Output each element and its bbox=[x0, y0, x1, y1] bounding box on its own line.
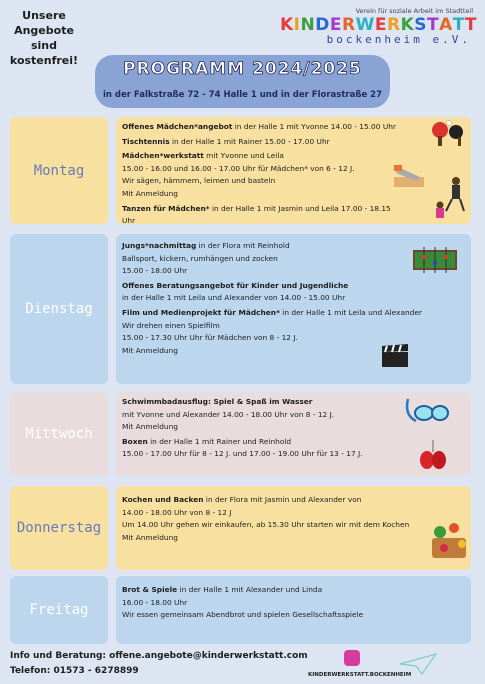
program-entry-line: in der Halle 1 mit Jasmin und Leila 17.00 - 18.15 Uhr bbox=[122, 203, 391, 226]
program-entry-line: Mit Anmeldung bbox=[122, 422, 178, 432]
program-entry-line: in der Halle 1 mit Rainer und Reinhold bbox=[147, 436, 292, 446]
program-entry-line: 16.00 - 18.00 Uhr bbox=[122, 597, 188, 607]
day-label-dienstag: Dienstag bbox=[10, 234, 108, 384]
program-entry-title: Boxen bbox=[122, 436, 148, 446]
program-entry bbox=[122, 584, 465, 622]
program-entry-title: Brot & Spiele bbox=[122, 585, 178, 594]
logo bbox=[280, 15, 477, 35]
program-entry bbox=[122, 436, 465, 461]
program-entry-title: Tanzen für Mädchen* bbox=[122, 203, 210, 213]
program-entry-title: Kochen und Backen bbox=[122, 495, 204, 504]
logo-subtitle: bockenheim e.V. bbox=[326, 33, 471, 46]
day-label-mittwoch: Mittwoch bbox=[10, 392, 108, 476]
instagram-icon[interactable] bbox=[344, 650, 360, 666]
program-entry bbox=[122, 280, 465, 305]
program-entry-line: 15.00 - 17.00 Uhr für 8 - 12 J. und 17.00 - 19.00 Uhr für 13 - 17 J. bbox=[122, 449, 363, 459]
program-entry-title: Mädchen*werkstatt bbox=[122, 151, 204, 161]
cooking-food-icon bbox=[426, 516, 470, 562]
program-entry-line: in der Halle 1 mit Leila und Alexander von 14.00 - 15.00 Uhr bbox=[122, 293, 346, 303]
page-title: PROGRAMM 2024/2025 bbox=[123, 59, 362, 79]
program-entry-line: Mit Anmeldung bbox=[122, 188, 178, 198]
program-entry-line: in der Halle 1 mit Rainer 15.00 - 17.00 Uhr bbox=[169, 136, 330, 146]
program-entry-line: 15.00 - 18.00 Uhr bbox=[122, 266, 188, 276]
day-label-freitag: Freitag bbox=[10, 576, 108, 644]
logo-tagline: Verein für soziale Arbeit im Stadtteil bbox=[355, 7, 473, 15]
program-entry-line: mit Yvonne und Leila bbox=[203, 151, 284, 161]
phone-number: Telefon: 01573 - 6278899 bbox=[10, 666, 139, 676]
program-entry-title: Offenes Mädchen*angebot bbox=[122, 122, 233, 131]
program-entry-title: Offenes Beratungsangebot für Kinder und Jugendliche bbox=[122, 280, 349, 290]
program-entry-line: 15.00 - 17.30 Uhr Uhr für Mädchen von 8 - 12 J. bbox=[122, 333, 298, 343]
saw-icon bbox=[392, 163, 428, 191]
logo-name: KINDERWERKSTATT bbox=[279, 15, 477, 35]
program-entry-line: Wir sägen, hämmern, leimen und basteln bbox=[122, 176, 276, 186]
contact-info: Info und Beratung: offene.angebote@kinderwerkstatt.com bbox=[10, 651, 308, 661]
day-card-freitag bbox=[116, 576, 471, 644]
program-entry-title: Film und Medienprojekt für Mädchen* bbox=[122, 307, 280, 317]
day-card-donnerstag bbox=[116, 486, 471, 570]
program-entry bbox=[122, 136, 401, 149]
program-entry bbox=[122, 203, 401, 228]
table-tennis-icon bbox=[428, 118, 466, 148]
boxing-gloves-icon bbox=[418, 440, 448, 472]
program-entry-title: Tischtennis bbox=[122, 136, 170, 146]
program-entry-line: Ballsport, kickern, rumhängen und zocken bbox=[122, 253, 278, 263]
program-entry-line: in der Halle 1 mit Leila und Alexander bbox=[279, 307, 422, 317]
free-offer-note: Unsere Angebote sind kostenfrei! bbox=[9, 9, 79, 67]
program-entry-line: Wir essen gemeinsam Abendbrot und spielen Gesellschaftsspiele bbox=[122, 610, 364, 620]
program-entry bbox=[122, 121, 401, 134]
clapperboard-icon bbox=[380, 343, 410, 369]
program-entry-line: Mit Anmeldung bbox=[122, 345, 178, 355]
program-entry-line: Wir drehen einen Spielfilm bbox=[122, 320, 220, 330]
program-entry-line: 14.00 - 18.00 Uhr von 8 - 12 J bbox=[122, 507, 232, 517]
program-entry-line: in der Flora mit Jasmin und Alexander von bbox=[203, 495, 362, 504]
program-entry bbox=[122, 150, 401, 200]
program-entry-line: Um 14.00 Uhr gehen wir einkaufen, ab 15.30 Uhr starten wir mit dem Kochen bbox=[122, 520, 410, 530]
foosball-icon bbox=[410, 245, 460, 275]
program-entry-line: 15.00 - 16.00 und 16.00 - 17.00 Uhr für Mädchen* von 6 - 12 J. bbox=[122, 163, 355, 173]
program-entry-line: in der Halle 1 mit Alexander und Linda bbox=[177, 585, 323, 594]
day-label-donnerstag: Donnerstag bbox=[10, 486, 108, 570]
day-label-montag: Montag bbox=[10, 117, 108, 224]
dancers-icon bbox=[432, 175, 468, 225]
program-entry bbox=[122, 494, 465, 544]
address-line: in der Falkstraße 72 - 74 Halle 1 und in der Florastraße 27 bbox=[102, 90, 383, 100]
program-entry-line: in der Halle 1 mit Yvonne 14.00 - 15.00 Uhr bbox=[232, 122, 396, 131]
swim-goggles-icon bbox=[402, 395, 450, 427]
program-entry-title: Jungs*nachmittag bbox=[122, 241, 197, 250]
instagram-handle[interactable]: KINDERWERKSTATT.BOCKENHEIM bbox=[308, 672, 412, 678]
program-entry-line: in der Flora mit Reinhold bbox=[196, 241, 290, 250]
program-entry bbox=[122, 307, 465, 357]
program-entry-line: mit Yvonne und Alexander 14.00 - 18.00 Uhr von 8 - 12 J. bbox=[122, 409, 335, 419]
program-entry-title: Schwimmbadausflug: Spiel & Spaß im Wasser bbox=[122, 397, 313, 406]
program-entry-line: Mit Anmeldung bbox=[122, 532, 178, 542]
